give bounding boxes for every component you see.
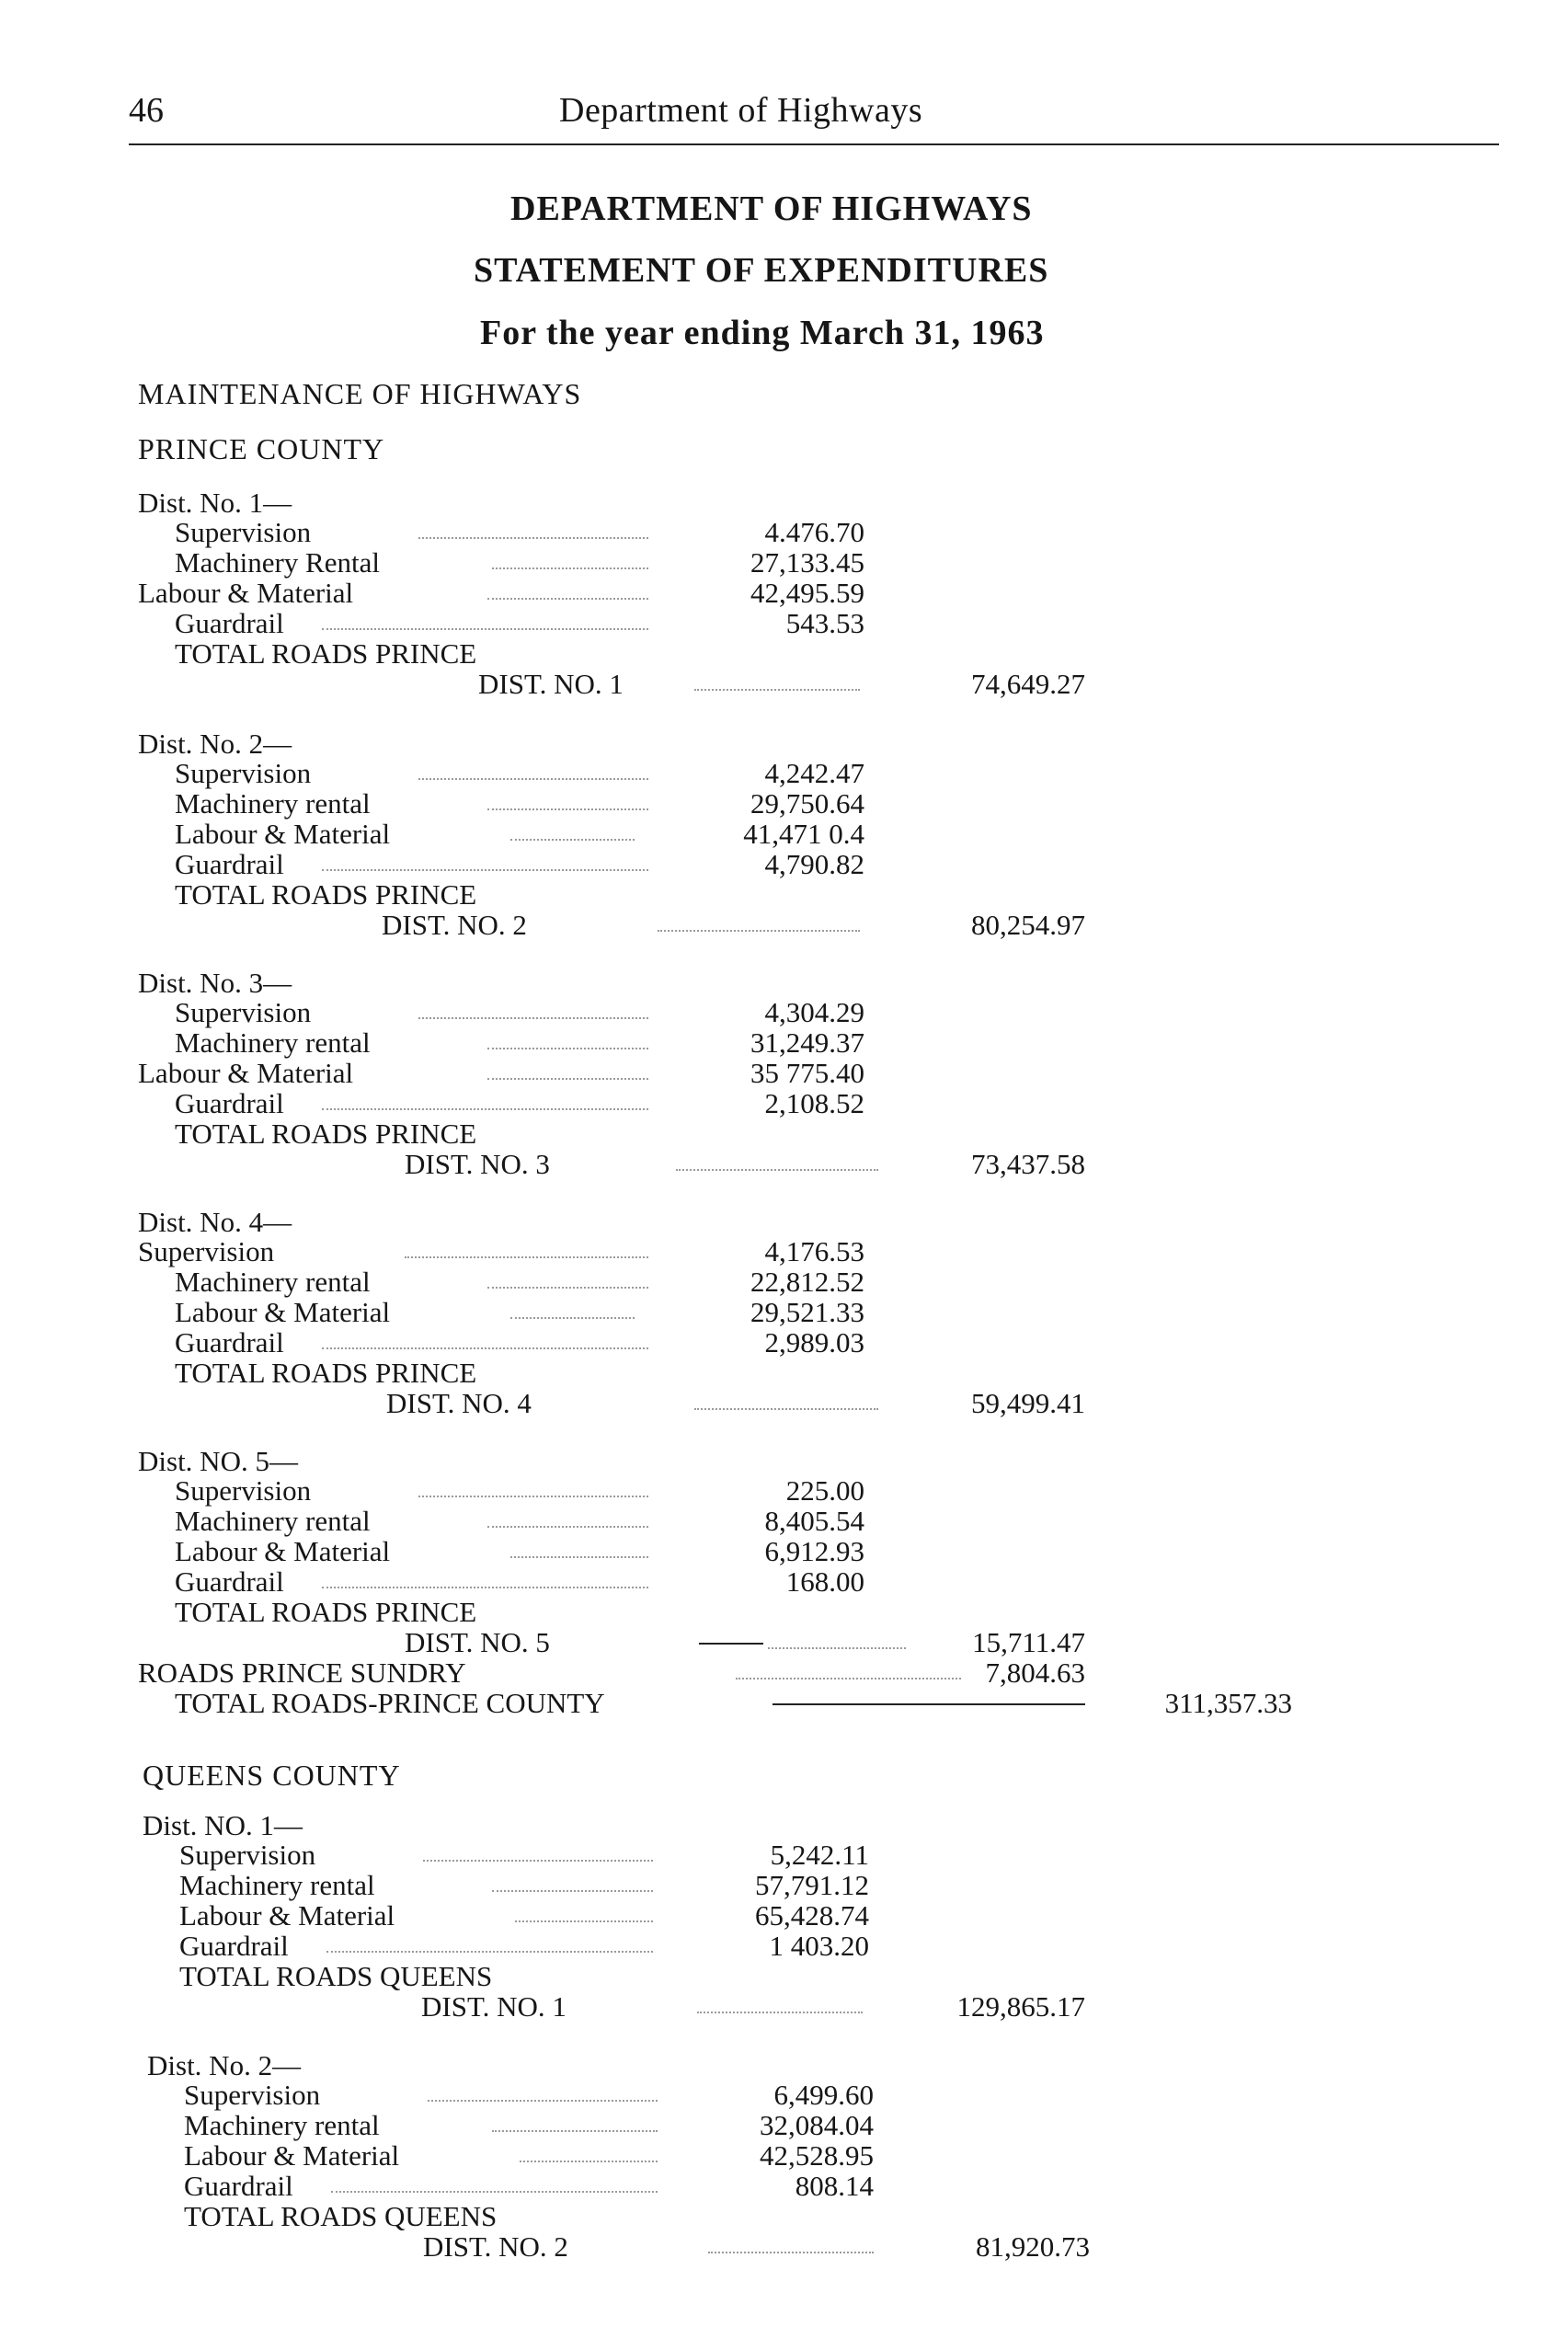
- district-label: Dist. NO. 5—: [138, 1445, 298, 1477]
- line-item-label: Machinery rental: [175, 1266, 371, 1298]
- dot-leader: [322, 628, 648, 630]
- district-heading: [147, 2050, 515, 2081]
- header-rule: [129, 143, 1499, 145]
- line-item-amount: 41,471 0.4: [743, 818, 864, 850]
- dot-leader: [326, 1951, 653, 1953]
- district-total-label: [184, 2201, 644, 2232]
- total-label: DIST. NO. 1: [421, 1990, 567, 2023]
- county-total-label: TOTAL ROADS-PRINCE COUNTY: [175, 1687, 605, 1719]
- line-item: [175, 1566, 864, 1598]
- dot-leader: [520, 2161, 658, 2162]
- line-item-label: Labour & Material: [179, 1899, 395, 1932]
- line-item-amount: 22,812.52: [750, 1266, 864, 1298]
- dot-leader: [418, 778, 648, 780]
- line-item-amount: 168.00: [785, 1565, 864, 1598]
- district-heading: [138, 728, 506, 760]
- district-total-amount: 59,499.41: [971, 1387, 1085, 1419]
- county-heading-prince: PRINCE COUNTY: [138, 432, 385, 465]
- line-item: [179, 1840, 869, 1871]
- district-total-amount: 81,920.73: [976, 2230, 1090, 2263]
- dot-leader: [487, 1048, 648, 1049]
- line-item: [175, 1536, 864, 1567]
- line-item-label: Labour & Material: [184, 2139, 400, 2172]
- dot-leader: [510, 1556, 648, 1558]
- line-item: [175, 1267, 864, 1298]
- line-item: [175, 1088, 864, 1119]
- line-item-label: Labour & Material: [175, 1296, 391, 1328]
- line-item-amount: 35 775.40: [750, 1057, 864, 1089]
- line-item-amount: 225.00: [785, 1474, 864, 1507]
- fiscal-year-line: For the year ending March 31, 1963: [480, 314, 1045, 352]
- district-total-label: [175, 879, 635, 911]
- line-item: [175, 547, 864, 579]
- line-item-label: Machinery rental: [175, 1026, 371, 1059]
- sundry-row: [138, 1657, 1085, 1689]
- line-item-label: Guardrail: [175, 1087, 284, 1119]
- dot-leader: [515, 1920, 653, 1922]
- total-label: TOTAL ROADS PRINCE: [175, 1357, 477, 1389]
- line-item-label: Machinery rental: [175, 1505, 371, 1537]
- district-total-amount: 74,649.27: [971, 668, 1085, 700]
- total-label: TOTAL ROADS PRINCE: [175, 637, 477, 670]
- line-item-amount: 65,428.74: [755, 1899, 869, 1932]
- line-item-amount: 4,790.82: [764, 848, 864, 880]
- dot-leader: [708, 2252, 874, 2253]
- total-label: DIST. NO. 2: [382, 909, 527, 941]
- line-item-label: Guardrail: [184, 2170, 293, 2202]
- district-total-label: [175, 1597, 635, 1628]
- sundry-amount: 7,804.63: [985, 1656, 1085, 1689]
- dot-leader: [423, 1860, 653, 1862]
- line-item-label: Supervision: [175, 1474, 312, 1507]
- line-item-amount: 42,495.59: [750, 577, 864, 609]
- dash-rule: [699, 1643, 763, 1645]
- district-label: Dist. No. 2—: [147, 2049, 302, 2081]
- district-total-row: [382, 910, 1085, 941]
- line-item-label: Supervision: [138, 1235, 275, 1267]
- dot-leader: [658, 930, 860, 932]
- total-label: TOTAL ROADS PRINCE: [175, 1118, 477, 1150]
- line-item-amount: 57,791.12: [755, 1869, 869, 1901]
- dot-leader: [487, 598, 648, 600]
- line-item-label: Guardrail: [175, 1326, 284, 1358]
- dot-leader: [694, 689, 860, 691]
- dot-leader: [487, 808, 648, 810]
- dot-leader: [428, 2100, 658, 2102]
- line-item-label: Labour & Material: [138, 1057, 354, 1089]
- dot-leader: [694, 1408, 878, 1410]
- dot-leader: [768, 1647, 906, 1649]
- county-total-amount: 311,357.33: [1164, 1687, 1292, 1719]
- district-total-amount: 80,254.97: [971, 909, 1085, 941]
- line-item: [138, 1236, 864, 1267]
- line-item-amount: 29,521.33: [750, 1296, 864, 1328]
- line-item: [175, 1475, 864, 1507]
- dot-leader: [487, 1287, 648, 1289]
- district-total-amount: 129,865.17: [956, 1990, 1085, 2023]
- dot-leader: [418, 1496, 648, 1497]
- line-item-amount: 2,108.52: [764, 1087, 864, 1119]
- line-item-amount: 6,499.60: [773, 2079, 874, 2111]
- line-item: [175, 608, 864, 639]
- line-item-amount: 31,249.37: [750, 1026, 864, 1059]
- running-title: Department of Highways: [559, 91, 923, 130]
- line-item: [175, 1506, 864, 1537]
- line-item: [175, 758, 864, 789]
- total-label: DIST. NO. 5: [405, 1626, 550, 1658]
- document-title: DEPARTMENT OF HIGHWAYS: [510, 189, 1033, 228]
- dot-leader: [322, 1347, 648, 1349]
- line-item-label: Supervision: [175, 516, 312, 548]
- line-item-label: Guardrail: [175, 607, 284, 639]
- dot-leader: [736, 1678, 961, 1679]
- dot-leader: [322, 1108, 648, 1110]
- line-item-amount: 4.476.70: [764, 516, 864, 548]
- line-item-label: Labour & Material: [175, 1535, 391, 1567]
- district-total-row: [405, 1627, 1085, 1658]
- line-item-label: Supervision: [175, 996, 312, 1028]
- line-item-amount: 5,242.11: [770, 1839, 869, 1871]
- total-label: DIST. NO. 2: [423, 2230, 568, 2263]
- sundry-label: ROADS PRINCE SUNDRY: [138, 1656, 466, 1689]
- line-item-label: Machinery rental: [175, 787, 371, 820]
- line-item-amount: 8,405.54: [764, 1505, 864, 1537]
- line-item-label: Guardrail: [179, 1930, 289, 1962]
- district-total-row: [421, 1991, 1085, 2023]
- total-label: TOTAL ROADS QUEENS: [179, 1960, 493, 1992]
- district-heading: [143, 1810, 510, 1841]
- line-item-amount: 4,242.47: [764, 757, 864, 789]
- dot-leader: [697, 2012, 863, 2013]
- line-item: [175, 1297, 864, 1328]
- district-total-row: [405, 1149, 1085, 1180]
- district-heading: [138, 968, 506, 999]
- line-item-amount: 6,912.93: [764, 1535, 864, 1567]
- line-item: [175, 517, 864, 548]
- district-total-label: [175, 1358, 635, 1389]
- dot-leader: [487, 1526, 648, 1528]
- district-heading: [138, 487, 506, 519]
- dot-leader: [676, 1169, 878, 1171]
- district-total-row: [423, 2231, 1090, 2263]
- line-item: [175, 1327, 864, 1358]
- line-item-amount: 4,304.29: [764, 996, 864, 1028]
- line-item: [175, 788, 864, 820]
- dot-leader: [405, 1256, 648, 1258]
- district-total-row: [386, 1388, 1085, 1419]
- line-item-amount: 42,528.95: [760, 2139, 874, 2172]
- line-item: [179, 1900, 869, 1932]
- district-total-row: [478, 669, 1085, 700]
- line-item-label: Machinery rental: [184, 2109, 380, 2141]
- line-item-label: Machinery rental: [179, 1869, 375, 1901]
- district-label: Dist. No. 3—: [138, 967, 292, 999]
- line-item-amount: 27,133.45: [750, 546, 864, 579]
- line-item: [184, 2080, 874, 2111]
- line-item-label: Supervision: [179, 1839, 316, 1871]
- total-label: DIST. NO. 1: [478, 668, 624, 700]
- district-total-amount: 73,437.58: [971, 1148, 1085, 1180]
- dot-leader: [418, 1017, 648, 1019]
- dot-leader: [322, 869, 648, 871]
- line-item-label: Machinery Rental: [175, 546, 380, 579]
- line-item-amount: 29,750.64: [750, 787, 864, 820]
- dot-leader: [322, 1587, 648, 1588]
- district-label: Dist. No. 4—: [138, 1206, 292, 1238]
- line-item: [175, 819, 864, 850]
- district-total-label: [175, 1118, 635, 1150]
- line-item-amount: 32,084.04: [760, 2109, 874, 2141]
- line-item-amount: 543.53: [785, 607, 864, 639]
- dot-leader: [492, 2130, 658, 2132]
- line-item-label: Labour & Material: [175, 818, 391, 850]
- dot-leader: [331, 2191, 658, 2193]
- district-label: Dist. No. 1—: [138, 487, 292, 519]
- line-item: [184, 2140, 874, 2172]
- line-item-amount: 4,176.53: [764, 1235, 864, 1267]
- line-item-amount: 1 403.20: [769, 1930, 869, 1962]
- dot-leader: [510, 839, 635, 841]
- line-item-amount: 808.14: [795, 2170, 874, 2202]
- county-total-row: [175, 1688, 1292, 1719]
- district-total-amount: 15,711.47: [972, 1626, 1085, 1658]
- line-item: [179, 1870, 869, 1901]
- line-item-label: Guardrail: [175, 848, 284, 880]
- line-item-label: Labour & Material: [138, 577, 354, 609]
- total-label: DIST. NO. 3: [405, 1148, 550, 1180]
- total-label: TOTAL ROADS PRINCE: [175, 878, 477, 911]
- dot-leader: [418, 537, 648, 539]
- total-label: TOTAL ROADS PRINCE: [175, 1596, 477, 1628]
- line-item: [175, 1027, 864, 1059]
- district-heading: [138, 1207, 506, 1238]
- running-head: [129, 90, 1499, 145]
- line-item: [175, 997, 864, 1028]
- line-item-label: Guardrail: [175, 1565, 284, 1598]
- line-item-label: Supervision: [175, 757, 312, 789]
- line-item: [179, 1931, 869, 1962]
- dot-leader: [487, 1078, 648, 1080]
- district-label: Dist. No. 2—: [138, 728, 292, 760]
- district-heading: [138, 1446, 506, 1477]
- line-item: [138, 1058, 864, 1089]
- total-label: DIST. NO. 4: [386, 1387, 532, 1419]
- county-heading-queens: QUEENS COUNTY: [143, 1759, 401, 1792]
- line-item: [175, 849, 864, 880]
- dot-leader: [492, 567, 648, 569]
- district-label: Dist. NO. 1—: [143, 1809, 303, 1841]
- line-item-amount: 2,989.03: [764, 1326, 864, 1358]
- district-total-label: [175, 638, 635, 670]
- line-item: [138, 578, 864, 609]
- line-item-label: Supervision: [184, 2079, 321, 2111]
- district-total-label: [179, 1961, 639, 1992]
- page-number: 46: [129, 91, 164, 130]
- total-label: TOTAL ROADS QUEENS: [184, 2200, 498, 2232]
- dash-rule: [773, 1703, 1085, 1705]
- line-item: [184, 2110, 874, 2141]
- dot-leader: [492, 1890, 653, 1892]
- section-heading: MAINTENANCE OF HIGHWAYS: [138, 377, 582, 410]
- dot-leader: [510, 1317, 635, 1319]
- line-item: [184, 2171, 874, 2202]
- document-subtitle: STATEMENT OF EXPENDITURES: [474, 251, 1049, 290]
